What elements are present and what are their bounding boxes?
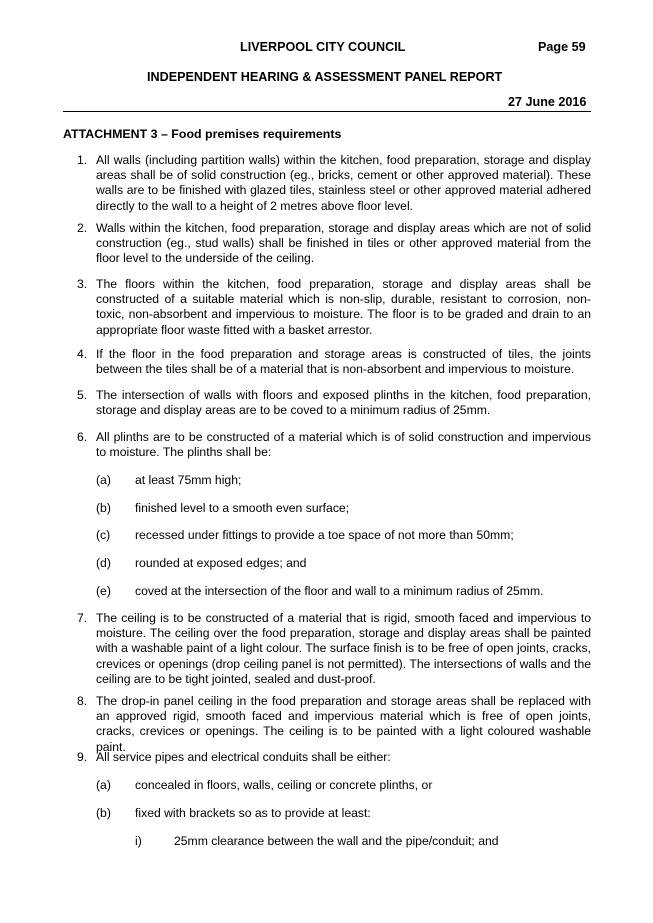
sub-item-text: 25mm clearance between the wall and the pipe/conduit; and [174, 834, 499, 848]
page-number: Page 59 [538, 40, 586, 54]
item-text: The floors within the kitchen, food preparation, storage and display areas shall be constructed of a suitable material which is non-slip, durable, resistant to corrosion, non-toxic, non-absorbent and impervious to moisture. The floor is to be graded and drain to an appropriate floor waste fitted with a basket arrestor. [96, 277, 591, 337]
list-item [77, 750, 591, 765]
item-number: 9. [77, 750, 88, 764]
list-item [77, 153, 591, 214]
list-item [77, 430, 591, 460]
sub-item-label: (e) [96, 584, 111, 598]
item-number: 7. [77, 611, 88, 625]
sub-item-text: rounded at exposed edges; and [135, 556, 307, 570]
list-item [77, 611, 591, 687]
sub-item-label: (c) [96, 528, 111, 542]
report-date: 27 June 2016 [508, 95, 587, 109]
item-number: 2. [77, 221, 88, 235]
sub-item-text: recessed under fittings to provide a toe space of not more than 50mm; [135, 528, 514, 542]
sub-item-text: finished level to a smooth even surface; [135, 501, 350, 515]
item-text: Walls within the kitchen, food preparation, storage and display areas which are not of solid construction (eg., stud walls) shall be finished in tiles or other approved material from the floor level to the underside of the ceiling. [96, 221, 591, 266]
item-number: 3. [77, 277, 88, 291]
sub-item-label: (d) [96, 556, 111, 570]
report-title: INDEPENDENT HEARING & ASSESSMENT PANEL REPORT [147, 70, 503, 84]
sub-item-label: (b) [96, 806, 111, 820]
item-number: 1. [77, 153, 88, 167]
list-item [77, 388, 591, 418]
council-name: LIVERPOOL CITY COUNCIL [240, 40, 406, 54]
item-number: 4. [77, 347, 88, 361]
sub-item-text: at least 75mm high; [135, 473, 242, 487]
header-rule [63, 111, 591, 112]
item-text: All walls (including partition walls) within the kitchen, food preparation, storage and display areas shall be of solid construction (eg., bricks, cement or other approved material). These walls are to be finished with glazed tiles, stainless steel or other approved material adhered directly to the wall to a height of 2 metres above floor level. [96, 153, 591, 213]
item-text: The ceiling is to be constructed of a material that is rigid, smooth faced and impervious to moisture. The ceiling over the food preparation, storage and display areas shall be painted with a washable paint of a light colour. The surface finish is to be free of open joints, cracks, crevices or openings (drop ceiling panel is not permitted). The intersections of walls and the ceiling are to be tight jointed, sealed and dust-proof. [96, 611, 591, 686]
sub-item-label: i) [135, 834, 142, 848]
list-item [77, 347, 591, 377]
sub-item-text: concealed in floors, walls, ceiling or concrete plinths, or [135, 778, 433, 792]
list-item [77, 221, 591, 267]
list-item [77, 277, 591, 338]
sub-item-label: (a) [96, 778, 111, 792]
sub-item-label: (a) [96, 473, 111, 487]
item-text: The drop-in panel ceiling in the food preparation and storage areas shall be replaced with an approved rigid, smooth faced and impervious material which is free of open joints, cracks, crevices or openings. The ceiling is to be painted with a light coloured washable paint. [96, 694, 591, 754]
item-number: 5. [77, 388, 88, 402]
item-text: All service pipes and electrical conduits shall be either: [96, 750, 391, 764]
item-number: 8. [77, 694, 88, 708]
sub-item-label: (b) [96, 501, 111, 515]
item-text: The intersection of walls with floors and exposed plinths in the kitchen, food preparation, storage and display areas are to be coved to a minimum radius of 25mm. [96, 388, 591, 418]
list-item [77, 694, 591, 755]
sub-item-text: coved at the intersection of the floor and wall to a minimum radius of 25mm. [135, 584, 544, 598]
sub-item-text: fixed with brackets so as to provide at least: [135, 806, 371, 820]
item-text: All plinths are to be constructed of a material which is of solid construction and impervious to moisture. The plinths shall be: [96, 430, 591, 460]
item-number: 6. [77, 430, 88, 444]
item-text: If the floor in the food preparation and storage areas is constructed of tiles, the joints between the tiles shall be of a material that is non-absorbent and impervious to moisture. [96, 347, 591, 377]
attachment-heading: ATTACHMENT 3 – Food premises requirements [63, 127, 342, 141]
